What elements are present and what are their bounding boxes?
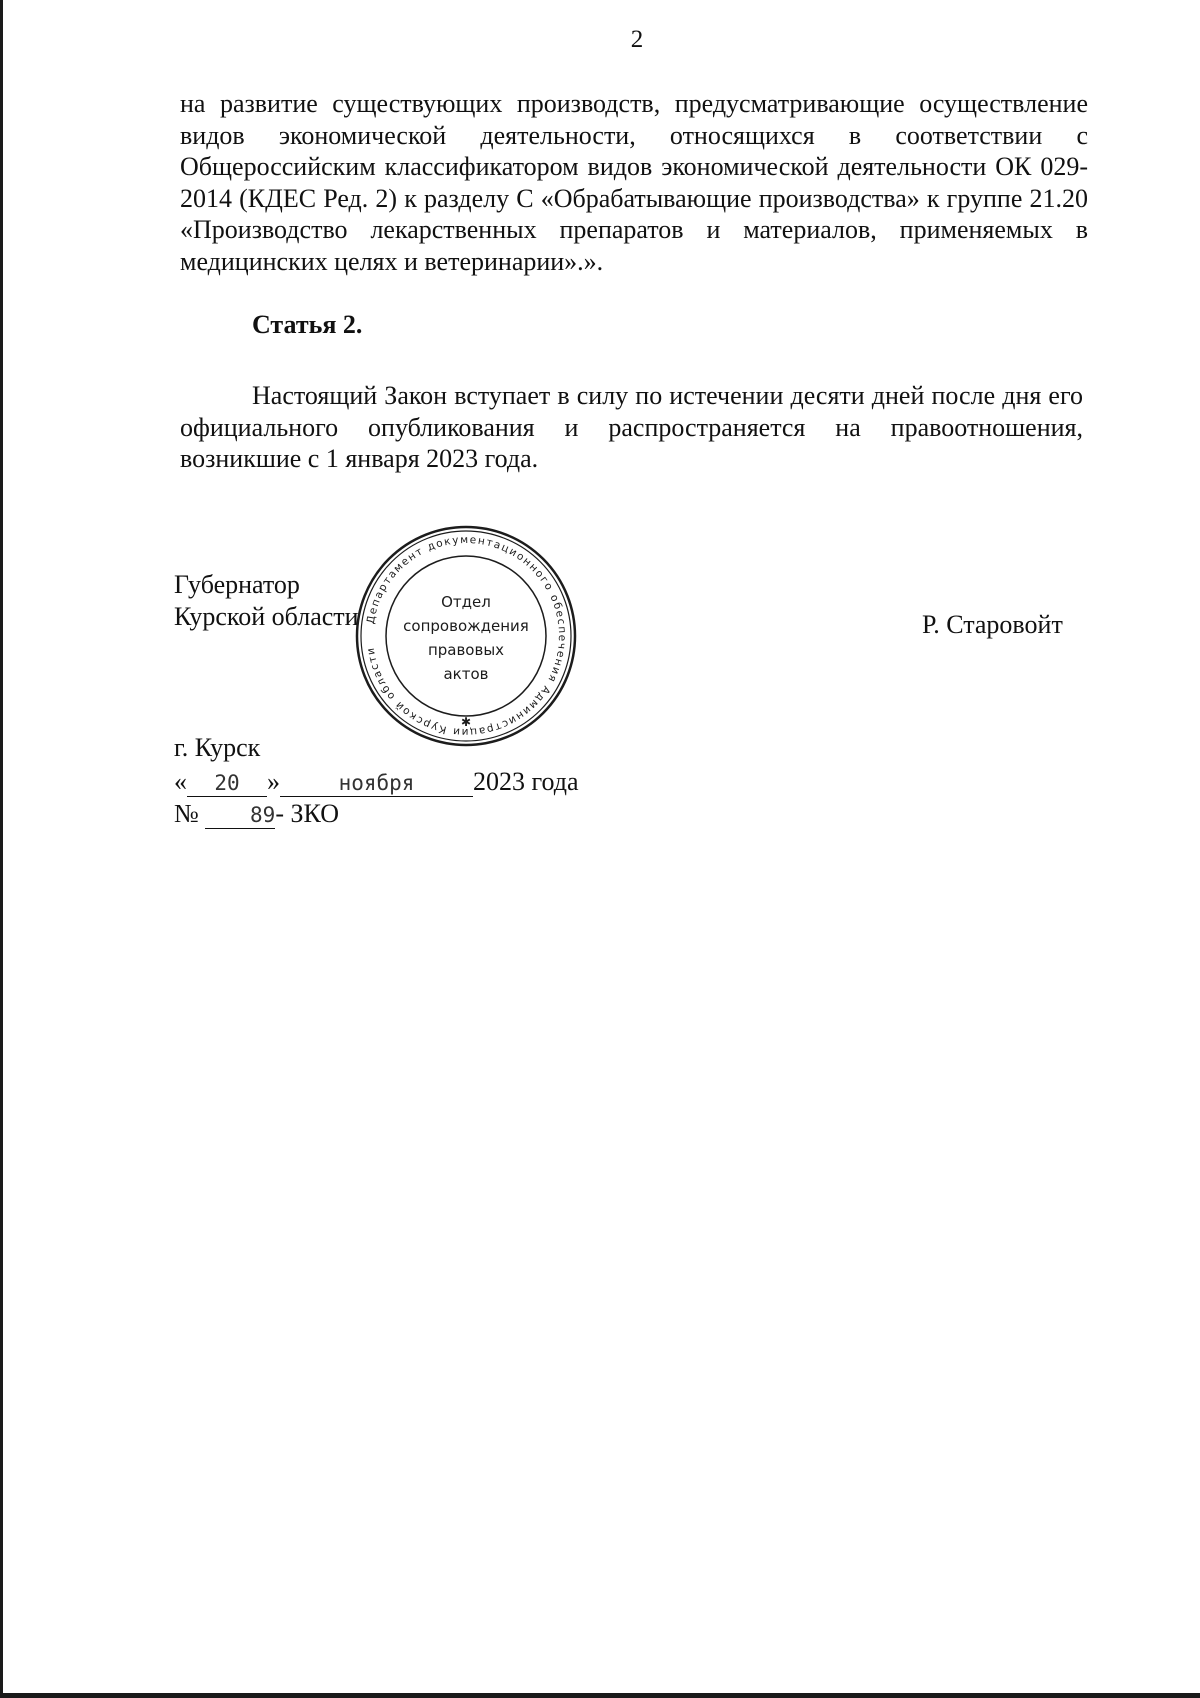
signatory-name: Р. Старовойт: [922, 610, 1063, 639]
date-line: [174, 765, 579, 798]
law-number: 89: [205, 802, 275, 829]
date-close-quote: »: [267, 767, 280, 796]
city: г. Курск: [174, 733, 261, 762]
stamp-center-line2: сопровождения: [403, 617, 529, 635]
date-open-quote: «: [174, 767, 187, 796]
law-number-line: [174, 797, 339, 830]
scan-edge-left: [0, 0, 3, 1698]
date-day: 20: [187, 770, 267, 797]
stamp-center-line1: Отдел: [441, 593, 491, 611]
number-sign: №: [174, 799, 199, 828]
continuation-paragraph: на развитие существующих производств, предусматривающие осуществление видов экономической деятельности, относящихся в соответствии с Общероссийским классификатором видов экономической деятельности ОК 029-2014 (КДЕС Ред. 2) к разделу С «Обрабатывающие производства» к группе 21.20 «Производство лекарственных препаратов и материалов, применяемых в медицинских целях и ветеринарии».».: [180, 89, 1088, 276]
page-number: 2: [630, 26, 644, 53]
signatory-position-line2: Курской области: [174, 602, 359, 631]
stamp-center-line4: актов: [443, 665, 489, 683]
date-year: 2023 года: [473, 767, 579, 796]
law-number-suffix: - ЗКО: [275, 799, 339, 828]
stamp-star-icon: ✱: [460, 715, 472, 729]
article-heading: Статья 2.: [252, 310, 363, 339]
signatory-position-line1: Губернатор: [174, 570, 300, 599]
stamp-ring-text: Департамент документационного обеспечения Администрации Курской области: [364, 533, 569, 739]
official-stamp: [355, 525, 577, 747]
scan-edge-bottom: [0, 1693, 1200, 1698]
article-text: Настоящий Закон вступает в силу по истечении десяти дней после дня его официального опубликования и распространяется на правоотношения, возникшие с 1 января 2023 года.: [180, 381, 1083, 473]
stamp-center-line3: правовых: [427, 641, 505, 659]
date-month: ноября: [280, 770, 473, 797]
